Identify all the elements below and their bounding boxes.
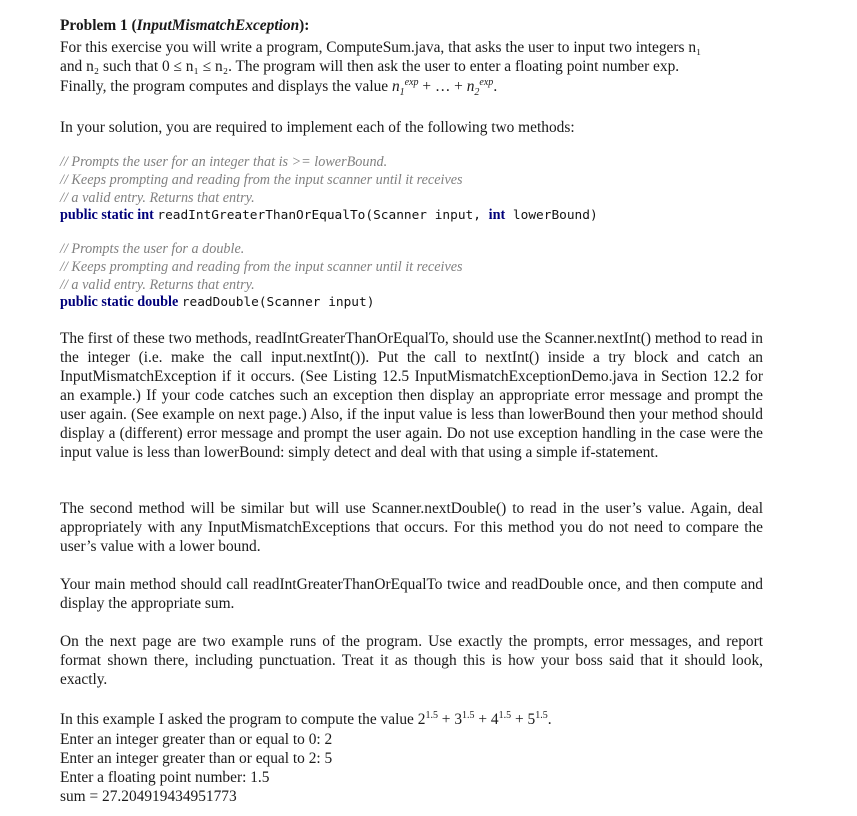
paragraph-second-method: The second method will be similar but will use Scanner.nextDouble() to read in the user’s value. Again, deal appropriately with any InputMismatchExceptions that occurs. For this method you do not need to compare the user’s value with a lower bound.	[60, 500, 763, 555]
method1-comment-2: // Keeps prompting and reading from the input scanner until it receives	[60, 172, 463, 188]
method2-comment-3: // a valid entry. Returns that entry.	[60, 277, 255, 293]
methods-intro: In your solution, you are required to implement each of the following two methods:	[60, 119, 575, 136]
formula-n2: n	[466, 78, 475, 95]
method1-comment-1: // Prompts the user for an integer that is >= lowerBound.	[60, 154, 388, 170]
example-output-line: Enter a floating point number: 1.5	[60, 769, 270, 786]
formula-sub2: 2	[474, 87, 480, 99]
method2-keywords: public static double	[60, 294, 179, 310]
problem-heading	[60, 17, 309, 35]
term2-exp: 1.5	[462, 709, 475, 721]
term3-base: 4	[490, 711, 499, 728]
formula-exp1: exp	[404, 76, 419, 88]
term1-exp: 1.5	[425, 709, 438, 721]
example-output-line: Enter an integer greater than or equal to 2: 5	[60, 750, 333, 767]
formula-n1: n	[391, 78, 400, 95]
intro-formula	[391, 76, 494, 99]
heading-italic: InputMismatchException	[136, 17, 300, 34]
example-intro-text: In this example I asked the program to compute the value	[60, 711, 418, 728]
example-output-line: sum = 27.204919434951773	[60, 788, 237, 805]
method1-signature-text: readIntGreaterThanOrEqualTo(Scanner input,	[157, 208, 489, 223]
plus-3: +	[511, 711, 528, 728]
example-intro	[60, 710, 552, 729]
example-term-1	[418, 711, 438, 728]
method1-keywords: public static int	[60, 207, 154, 223]
plus-2: +	[474, 711, 491, 728]
formula-sub1: 1	[399, 87, 405, 99]
method2-signature-text: readDouble(Scanner input)	[181, 295, 375, 310]
method1-comment-3: // a valid entry. Returns that entry.	[60, 190, 255, 206]
heading-suffix: ):	[299, 17, 310, 34]
term4-exp: 1.5	[535, 709, 548, 721]
term3-exp: 1.5	[498, 709, 512, 721]
paragraph-example-runs: On the next page are two example runs of the program. Use exactly the prompts, error messages, and report format shown there, including punctuation. Treat it as though this is how your boss said that it should look, exactly.	[60, 633, 763, 688]
method1-signature-end: lowerBound)	[505, 208, 598, 223]
heading-prefix: Problem 1 (	[60, 17, 137, 34]
term2-base: 3	[454, 711, 463, 728]
intro-line-3-text: Finally, the program computes and displays the value	[60, 78, 392, 95]
plus-1: +	[437, 711, 455, 728]
example-term-2	[454, 711, 474, 728]
term1-base: 2	[417, 711, 426, 728]
intro-line-2: and n₂ such that 0 ≤ n₁ ≤ n₂. The program will then ask the user to enter a floating point number exp.	[60, 58, 680, 75]
paragraph-main-method: Your main method should call readIntGreaterThanOrEqualTo twice and readDouble once, and then compute and display the appropriate sum.	[60, 576, 763, 612]
example-output-line: Enter an integer greater than or equal to 0: 2	[60, 731, 333, 748]
example-term-4	[528, 711, 548, 728]
method2-comment-1: // Prompts the user for a double.	[60, 241, 245, 257]
example-intro-end: .	[547, 711, 552, 728]
formula-mid: + … +	[418, 78, 467, 95]
intro-line-3	[60, 76, 498, 99]
formula-exp2: exp	[479, 76, 494, 88]
method1-signature	[60, 206, 598, 226]
intro-line-3-end: .	[493, 78, 498, 95]
method1-param-keyword: int	[488, 207, 506, 223]
intro-line-1: For this exercise you will write a program, ComputeSum.java, that asks the user to input two integers n₁	[60, 39, 702, 56]
method2-signature	[60, 293, 374, 313]
paragraph-first-method: The first of these two methods, readIntGreaterThanOrEqualTo, should use the Scanner.nextInt() method to read in the integer (i.e. make the call input.nextInt()). Put the call to nextInt() inside a try block and catch an InputMismatchException if it occurs. (See Listing 12.5 InputMismatchExceptionDemo.java in Section 12.2 for an example.) If your code catches such an exception then display an appropriate error message and prompt the user again. (See example on next page.) Also, if the input value is less than lowerBound then your method should display a (different) error message and prompt the user again. Do not use exception handling in the case were the input value is less than lowerBound: simply detect and deal with that using a simple if-statement.	[60, 330, 763, 461]
term4-base: 5	[527, 711, 536, 728]
example-term-3	[491, 711, 511, 728]
method2-comment-2: // Keeps prompting and reading from the input scanner until it receives	[60, 259, 463, 275]
